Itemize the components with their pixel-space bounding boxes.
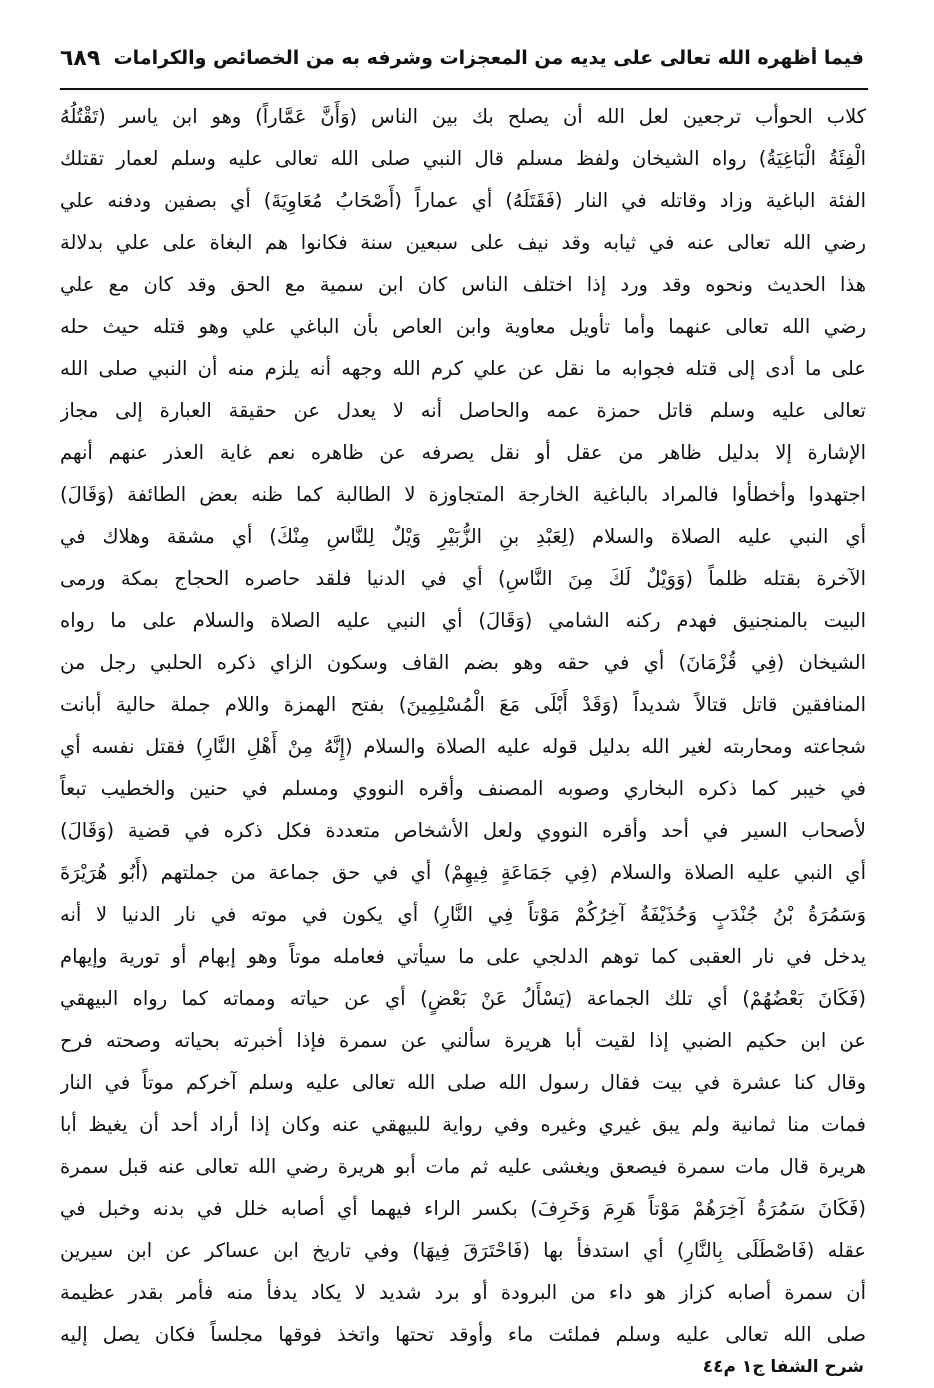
text-line: وَسَمُرَةُ بْنُ جُنْدَبٍ وَحُذَيْفَةُ آخِرُكُمْ مَوْتاً فِي النَّارِ) أي يكون في موته في نار الدنيا لا أنه [60,903,866,926]
running-header [60,36,864,80]
footer-signature: شرح الشفا ج١ م٤٤ [702,1357,864,1377]
text-line: البيت بالمنجنيق فهدم ركنه الشامي (وَقَالَ) أي النبي عليه الصلاة والسلام على ما رواه [60,609,866,632]
text-line: (فَكَانَ بَعْضُهُمْ) أي تلك الجماعة (يَسْأَلُ عَنْ بَعْضٍ) أي عن حياته ومماته كما رواه البيهقي [60,987,866,1010]
text-line: هريرة قال مات سمرة فيصعق ويغشى عليه ثم مات أبو هريرة رضي الله تعالى عنه قبل سمرة [60,1155,866,1178]
text-line: صلى الله تعالى عليه وسلم فملئت ماء وأوقد تحتها واتخذ فوقها مجلساً فكان يصل إليه [60,1323,866,1346]
text-line: الْفِئَةُ الْبَاغِيَةُ) رواه الشيخان ولفظ مسلم قال النبي صلى الله تعالى عليه وسلم لعمار تقتلك [60,147,866,170]
text-line: (فَكَانَ سَمُرَةُ آخِرَهُمْ مَوْتاً هَرِمَ وَخَرِفَ) بكسر الراء فيهما أي أصابه خلل في بدنه وخبل في [60,1197,866,1220]
text-line: الشيخان (فِي قُزْمَانَ) أي في حقه وهو بضم القاف وسكون الزاي ذكره الحلبي رجل من [60,651,866,674]
text-line: يدخل في نار العقبى كما توهم الدلجي على ما سيأتي فعامله موتاً وهو إبهام أو تورية وإيهام [60,945,866,968]
text-line: المنافقين قاتل قتالاً شديداً (وَقَدْ أَبْلَى مَعَ الْمُسْلِمِينَ) بفتح الهمزة واللام جملة حالية أبانت [60,693,866,716]
text-line: لأصحاب السير في أحد وأقره النووي ولعل الأشخاص متعددة فكل ذكره في قضية (وَقَالَ) [60,819,866,842]
body-text [60,96,866,1351]
text-line: كلاب الحوأب ترجعين لعل الله أن يصلح بك بين الناس (وَأَنَّ عَمَّاراً) وهو ابن ياسر (تَقْتُلُهُ [60,105,866,128]
text-line: الفئة الباغية وزاد وقاتله في النار (فَقَتَلَهُ) أي عماراً (أَصْحَابُ مُعَاوِيَةَ) أي بصفين ودفنه علي [60,189,866,212]
text-line: وقال كنا عشرة في بيت فقال رسول الله صلى الله تعالى عليه وسلم آخركم موتاً في النار [60,1071,866,1094]
text-line: اجتهدوا وأخطأوا فالمراد بالباغية الخارجة المتجاوزة لا الطالبة كما ظنه بعض الطائفة (وَقَالَ) [60,483,866,506]
text-line: شجاعته ومحاربته لغير الله بدليل قوله عليه الصلاة والسلام (إِنَّهُ مِنْ أَهْلِ النَّارِ) فقتل نفسه أي [60,735,866,758]
text-line: الإشارة إلا بدليل ظاهر من عقل أو نقل يصرفه عن ظاهره نعم غاية العذر عنهم أنهم [60,441,866,464]
text-line: هذا الحديث ونحوه وقد ورد إذا اختلف الناس كان ابن سمية مع الحق وقد كان مع علي [60,273,866,296]
page-number: ٦٨٩ [60,45,101,71]
header-divider [60,88,868,90]
text-line: أي النبي عليه الصلاة والسلام (فِي جَمَاعَةٍ فِيهِمْ) أي في حق جماعة من جملتهم (أَبُو هُرَيْرَةَ [60,861,866,884]
text-line: رضي الله تعالى عنه في ثيابه وقد نيف على سبعين سنة فكانوا هم البغاة على علي بدلالة [60,231,866,254]
text-line: على ما أدى إلى قتله فجوابه ما نقل عن علي كرم الله وجهه أنه يلزم منه أن النبي صلى الله [60,357,866,380]
text-line: الآخرة بقتله ظلماً (وَوَيْلٌ لَكَ مِنَ النَّاسِ) أي في الدنيا فلقد حاصره الحجاج بمكة ورمى [60,567,866,590]
header-title: فيما أظهره الله تعالى على يديه من المعجزات وشرفه به من الخصائص والكرامات [113,47,864,69]
text-line: عقله (فَاصْطَلَى بِالنَّارِ) أي استدفأ بها (فَاحْتَرَقَ فِيهَا) وفي تاريخ ابن عساكر عن ابن سيرين [60,1239,866,1262]
text-line: في خيبر كما ذكره البخاري وصوبه المصنف وأقره النووي ومسلم في حنين والخطيب تبعاً [60,777,866,800]
text-line: أي النبي عليه الصلاة والسلام (لِعَبْدِ بنِ الزُّبَيْرِ وَيْلٌ لِلنَّاسِ مِنْكَ) أي مشقة وهلاك في [60,525,866,548]
text-line: تعالى عليه وسلم قاتل حمزة عمه والحاصل أنه لا يعدل عن حقيقة العبارة إلى مجاز [60,399,866,422]
text-line: عن ابن حكيم الضبي إذا لقيت أبا هريرة سألني عن سمرة فإذا أخبرته بحياته وصحته فرح [60,1029,866,1052]
text-line: فمات منا ثمانية ولم يبق غيري وغيره وفي رواية للبيهقي عنه وكان إذا أراد أحد أن يغيظ أبا [60,1113,866,1136]
text-line: أن سمرة أصابه كزاز هو داء من البرودة أو برد شديد لا يكاد يدفأ منه فأمر بقدر عظيمة [60,1281,866,1304]
text-line: رضي الله تعالى عنهما وأما تأويل معاوية وابن العاص بأن الباغي علي وهو قتله حيث حله [60,315,866,338]
